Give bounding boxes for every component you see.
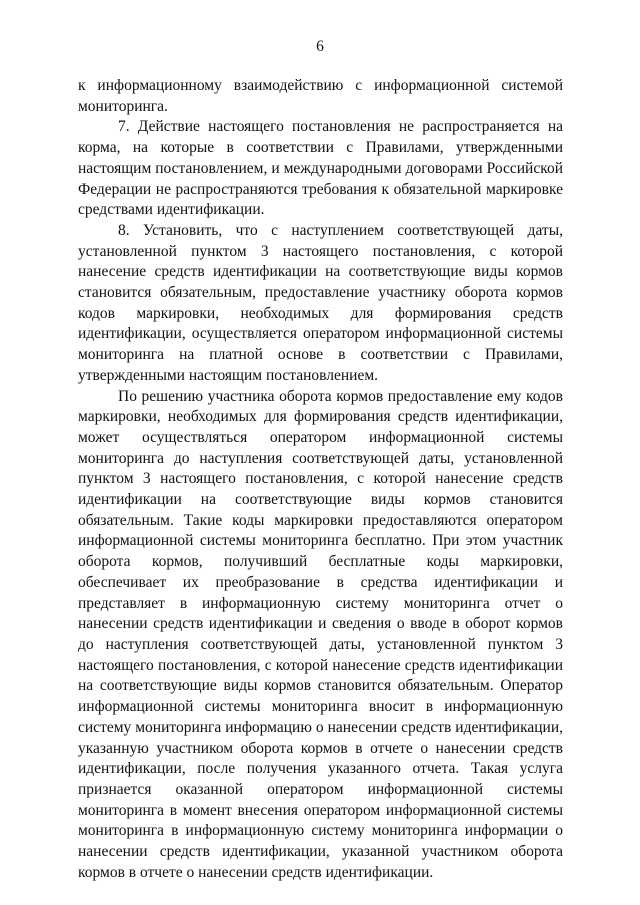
paragraph-clause-7: 7. Действие настоящего постановления не распространяется на корма, на которые в соответствии с Правилами, утвержденными настоящим постановлением, и международными договорами Российской Федерации не распространяются требования к обязательной маркировке средствами идентификации. (78, 118, 563, 219)
paragraph-clause-8: 8. Установить, что с наступлением соответствующей даты, установленной пунктом 3 настоящего постановления, с которой нанесение средств идентификации на соответствующие виды кормов становится обязательным, предоставление участнику оборота кормов кодов маркировки, необходимых для формирования средств идентификации, осуществляется оператором информационной системы мониторинга на платной основе в соответствии с Правилами, утвержденными настоящим постановлением. (78, 221, 563, 384)
page-number: 6 (316, 38, 324, 55)
paragraph-continuation: к информационному взаимодействию с информационной системой мониторинга. (78, 77, 563, 115)
document-body (78, 76, 563, 883)
paragraph-participant-decision: По решению участника оборота кормов предоставление ему кодов маркировки, необходимых для формирования средств идентификации, может осуществляться оператором информационной системы мониторинга до наступления соответствующей даты, установленной пунктом 3 настоящего постановления, с которой нанесение средств идентификации на соответствующие виды кормов становится обязательным. Такие коды маркировки предоставляются оператором информационной системы мониторинга бесплатно. При этом участник оборота кормов, получивший бесплатные коды маркировки, обеспечивает их преобразование в средства идентификации и представляет в информационную систему мониторинга отчет о нанесении средств идентификации и сведения о вводе в оборот кормов до наступления соответствующей даты, установленной пунктом 3 настоящего постановления, с которой нанесение средств идентификации на соответствующие виды кормов становится обязательным. Оператор информационной системы мониторинга вносит в информационную систему мониторинга информацию о нанесении средств идентификации, указанную участником оборота кормов в отчете о нанесении средств идентификации, после получения указанного отчета. Такая услуга признается оказанной оператором информационной системы мониторинга в момент внесения оператором информационной системы мониторинга в информационную систему мониторинга информации о нанесении средств идентификации, указанной участником оборота кормов в отчете о нанесении средств идентификации. (78, 387, 563, 881)
